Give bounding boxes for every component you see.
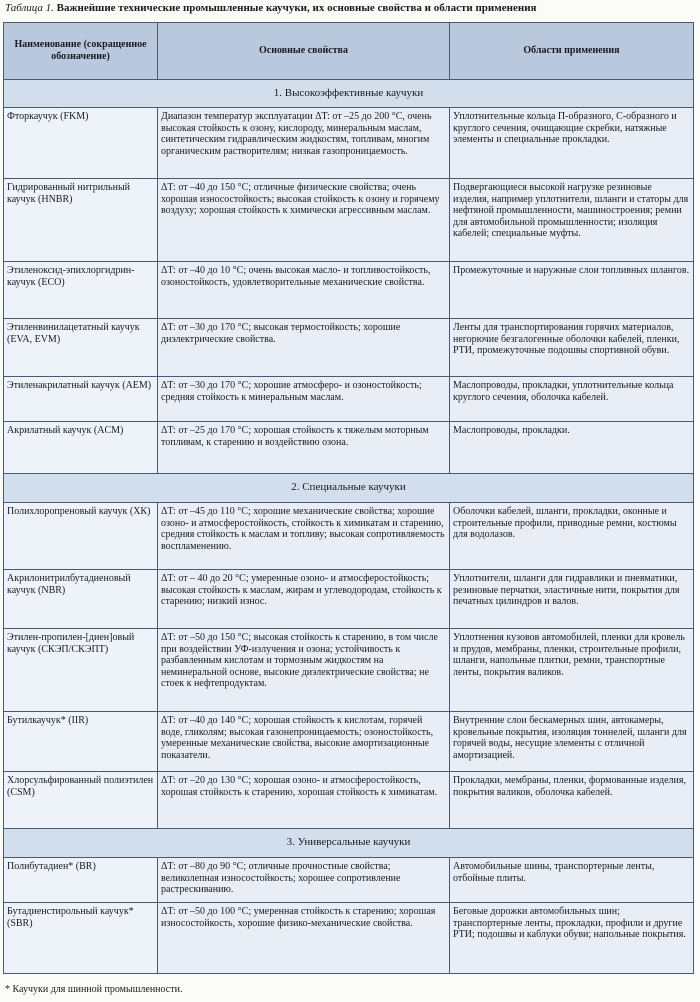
table-number: Таблица 1. — [5, 2, 54, 14]
rubber-name: Гидрированный нитрильный каучук (HNBR) — [4, 179, 158, 262]
table-row — [4, 319, 694, 377]
rubber-properties: ΔT: от –50 до 100 °С; умеренная стойкость к старению; хорошая износостойкость, хорошие физико-механические свойства. — [158, 903, 450, 974]
rubber-name: Бутадиенстирольный каучук* (SBR) — [4, 903, 158, 974]
footnote: * Каучуки для шинной промышленности. — [5, 984, 183, 995]
rubber-properties: ΔT: от –80 до 90 °С; отличные прочностные свойства; великолепная износостойкость; хорошее сопротивление растрескиванию. — [158, 858, 450, 903]
section-row — [4, 474, 694, 503]
rubber-applications: Автомобильные шины, транспортерные ленты, отбойные плиты. — [450, 858, 694, 903]
rubber-name: Этиленоксид-эпихлоргидрин-каучук (ECO) — [4, 262, 158, 319]
rubber-applications: Подвергающиеся высокой нагрузке резиновые изделия, например уплотнители, шланги и статоры для нефтяной промышленности, машиностроения; ремни для автомобильной промышленности; изоляция кабелей; специальные муфты. — [450, 179, 694, 262]
rubber-applications: Беговые дорожки автомобильных шин; транспортерные ленты, прокладки, профили и другие РТИ; подошвы и каблуки обуви; напольные покрытия. — [450, 903, 694, 974]
rubber-properties: ΔT: от –20 до 130 °С; хорошая озоно- и атмосферостойкость, хорошая стойкость к старению, хорошая стойкость к химикатам. — [158, 772, 450, 829]
section-title: 1. Высокоэффективные каучуки — [4, 80, 694, 108]
rubber-name: Акрилатный каучук (ACM) — [4, 422, 158, 474]
rubber-name: Акрилонитрилбутадиеновый каучук (NBR) — [4, 570, 158, 629]
table-row — [4, 629, 694, 712]
rubber-applications: Уплотнения кузовов автомобилей, пленки для кровель и прудов, мембраны, пленки, строительные профили, шланги, напольные плитки, ремни, транспортные ленты, покрытия валиков. — [450, 629, 694, 712]
rubber-properties: Диапазон температур эксплуатации ΔT: от –25 до 200 °С, очень высокая стойкость к озону, кислороду, минеральным маслам, синтетическим гидравлическим жидкостям, топливам, многим органическим растворителям; низкая газопроницаемость. — [158, 108, 450, 179]
table-title: Важнейшие технические промышленные каучуки, их основные свойства и области применения — [56, 2, 537, 14]
table-row — [4, 903, 694, 974]
rubber-name: Полибутадиен* (BR) — [4, 858, 158, 903]
rubber-name: Этилен-пропилен-[диен]овый каучук (СКЭП/СКЭПТ) — [4, 629, 158, 712]
rubber-applications: Оболочки кабелей, шланги, прокладки, оконные и строительные профили, приводные ремни, костюмы для водолазов. — [450, 503, 694, 570]
rubber-applications: Внутренние слои бескамерных шин, автокамеры, кровельные покрытия, изоляция тоннелей, шланги для горячей воды, несущие элементы с отличной амортизацией. — [450, 712, 694, 772]
rubber-properties: ΔT: от –40 до 10 °С; очень высокая масло- и топливостойкость, озоностойкость, удовлетворительные механические свойства. — [158, 262, 450, 319]
table-row — [4, 503, 694, 570]
rubber-name: Этиленвинилацетатный каучук (EVA, EVM) — [4, 319, 158, 377]
rubber-applications: Маслопроводы, прокладки. — [450, 422, 694, 474]
table-row — [4, 262, 694, 319]
rubber-applications: Уплотнительные кольца П-образного, С-образного и круглого сечения, очищающие скребки, натяжные элементы и специальные прокладки. — [450, 108, 694, 179]
rubber-properties: ΔT: от –25 до 170 °С; хорошая стойкость к тяжелым моторным топливам, к старению и воздействию озона. — [158, 422, 450, 474]
table-row — [4, 570, 694, 629]
rubber-name: Этиленакрилатный каучук (AEM) — [4, 377, 158, 422]
rubber-properties: ΔT: от –50 до 150 °С; высокая стойкость к старению, в том числе при воздействии УФ-излучения и озона; устойчивость к разбавленным кислотам и тормозным жидкостям на неминеральной основе, высокие диэлектрические свойства; не стоек к нефтепродуктам. — [158, 629, 450, 712]
section-title: 2. Специальные каучуки — [4, 474, 694, 503]
header-applications: Области применения — [450, 23, 694, 80]
table-row — [4, 712, 694, 772]
rubber-properties: ΔT: от –30 до 170 °С; высокая термостойкость; хорошие диэлектрические свойства. — [158, 319, 450, 377]
rubber-applications: Ленты для транспортирования горячих материалов, негорючие безгалогенные оболочки кабелей, пленки, РТИ, промежуточные подошвы спортивной обуви. — [450, 319, 694, 377]
section-row — [4, 80, 694, 108]
rubber-name: Фторкаучук (FKM) — [4, 108, 158, 179]
rubber-applications: Промежуточные и наружные слои топливных шлангов. — [450, 262, 694, 319]
table-row — [4, 772, 694, 829]
table-caption — [5, 1, 695, 15]
rubbers-table — [3, 22, 694, 974]
header-properties: Основные свойства — [158, 23, 450, 80]
section-title: 3. Универсальные каучуки — [4, 829, 694, 858]
table-row — [4, 108, 694, 179]
table-row — [4, 179, 694, 262]
rubber-properties: ΔT: от –40 до 150 °С; отличные физические свойства; очень хорошая износостойкость; высокая стойкость к озону и горячему воздуху; хорошая стойкость к химически агрессивным маслам. — [158, 179, 450, 262]
header-name: Наименование (сокращенное обозначение) — [4, 23, 158, 80]
rubber-name: Хлорсульфированный полиэтилен (CSM) — [4, 772, 158, 829]
table-row — [4, 858, 694, 903]
rubber-applications: Уплотнители, шланги для гидравлики и пневматики, резиновые перчатки, эластичные нити, покрытия для печатных цилиндров и валов. — [450, 570, 694, 629]
rubber-name: Полихлоропреновый каучук (ХК) — [4, 503, 158, 570]
rubber-properties: ΔT: от – 40 до 20 °С; умеренные озоно- и атмосферостойкость; высокая стойкость к маслам, жирам и углеводородам, стойкость к старению; низкий износ. — [158, 570, 450, 629]
header-row — [4, 23, 694, 80]
rubber-properties: ΔT: от –40 до 140 °С; хорошая стойкость к кислотам, горячей воде, гликолям; высокая газонепроницаемость; озоностойкость, умеренные механические свойства, высокие амортизационные показатели. — [158, 712, 450, 772]
rubber-properties: ΔT: от –30 до 170 °С; хорошие атмосферо- и озоностойкость; средняя стойкость к минеральным маслам. — [158, 377, 450, 422]
rubber-applications: Маслопроводы, прокладки, уплотнительные кольца круглого сечения, оболочка кабелей. — [450, 377, 694, 422]
section-row — [4, 829, 694, 858]
rubber-name: Бутилкаучук* (IIR) — [4, 712, 158, 772]
table-row — [4, 377, 694, 422]
rubber-applications: Прокладки, мембраны, пленки, формованные изделия, покрытия валиков, оболочка кабелей. — [450, 772, 694, 829]
rubber-properties: ΔT: от –45 до 110 °С; хорошие механические свойства; хорошие озоно- и атмосферостойкость, стойкость к химикатам и старению, средняя стойкость к маслам и топливу; высокая сопротивляемость воспламенению. — [158, 503, 450, 570]
table-row — [4, 422, 694, 474]
